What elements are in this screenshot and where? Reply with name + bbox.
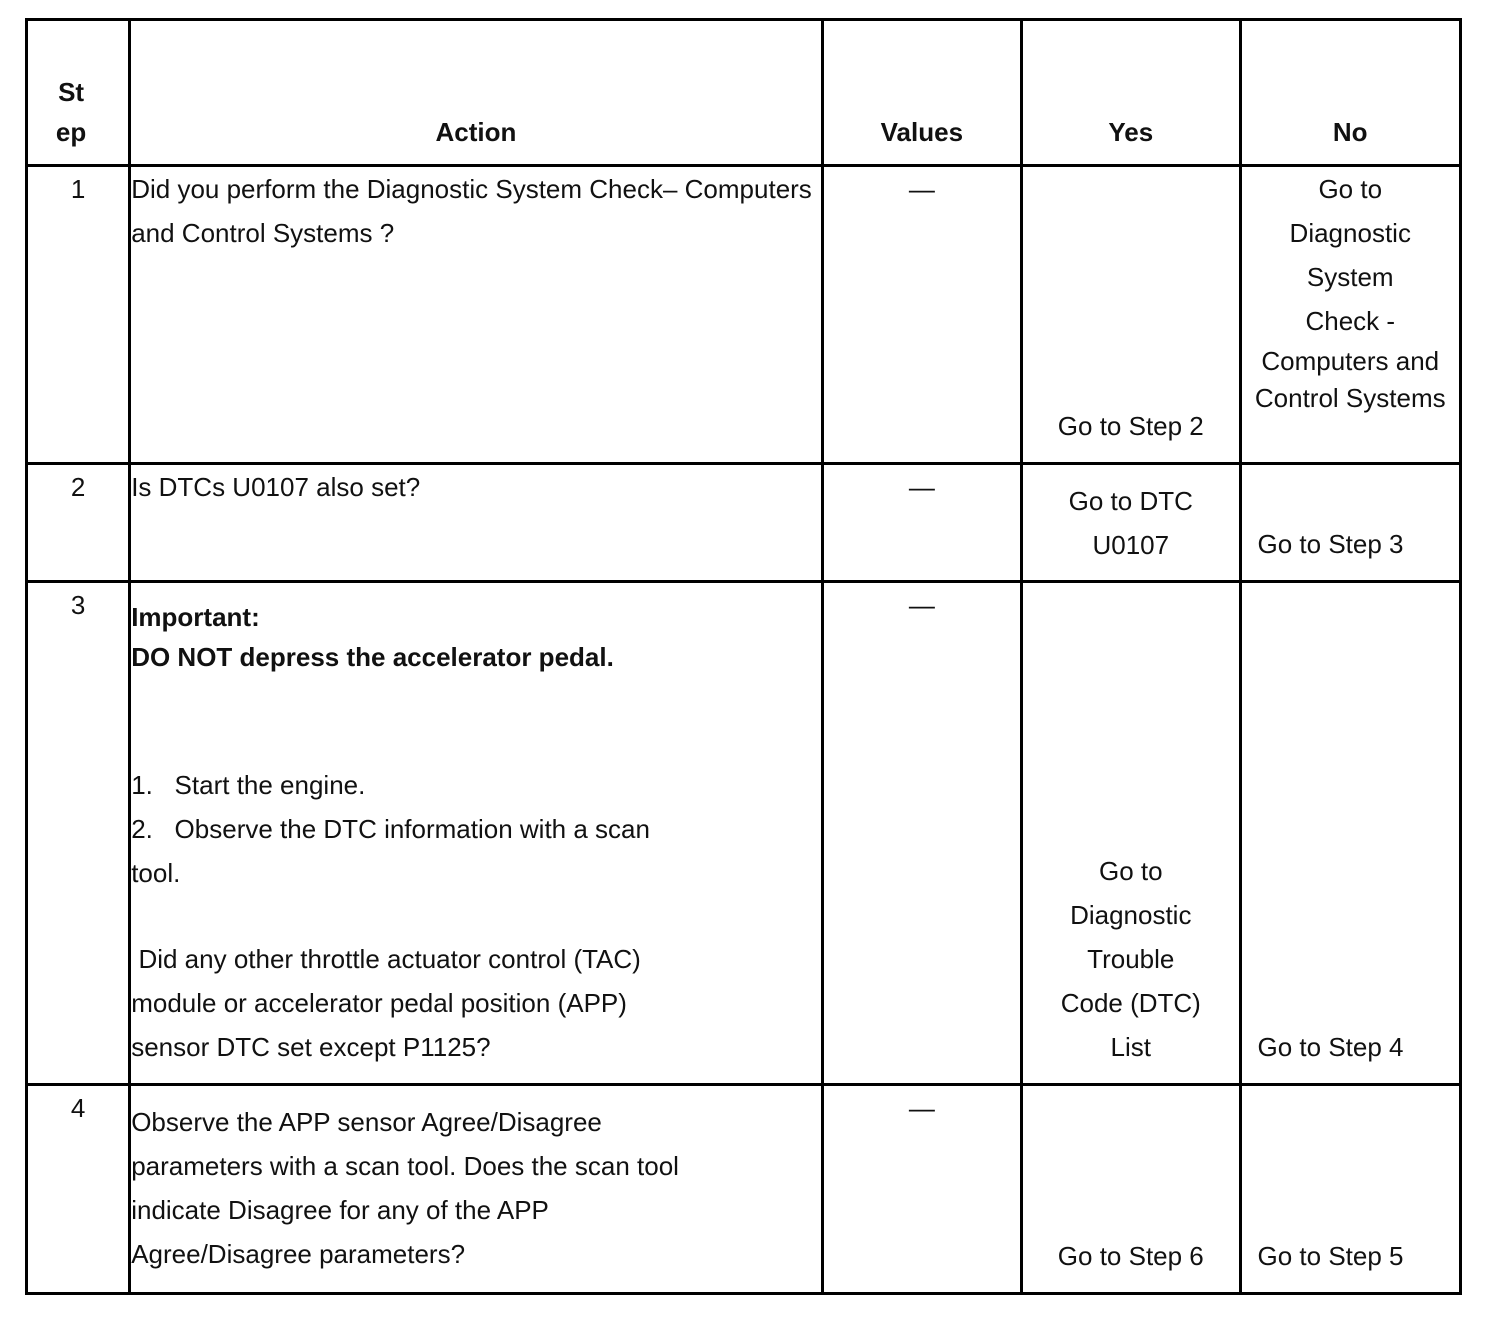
yes-line: Trouble <box>1087 944 1175 974</box>
step-number: 1 <box>27 166 130 464</box>
table-header-row <box>27 20 1461 166</box>
step-number: 4 <box>27 1085 130 1294</box>
yes-cell <box>1022 582 1240 1085</box>
diagnostic-table <box>25 18 1462 1295</box>
table-row <box>27 1085 1461 1294</box>
action-text <box>130 582 822 1085</box>
yes-cell <box>1022 1085 1240 1294</box>
yes-go-to-step-link: Go to Step 6 <box>1057 1241 1204 1271</box>
values-cell <box>822 582 1021 1085</box>
header-yes: Yes <box>1022 20 1240 166</box>
header-values: Values <box>822 20 1021 166</box>
no-line: Control Systems <box>1254 383 1446 413</box>
no-cell <box>1240 582 1461 1085</box>
values-dash: — <box>908 590 935 620</box>
instruction-list <box>131 763 820 895</box>
important-label: Important: <box>131 602 260 632</box>
no-line: Diagnostic <box>1289 218 1411 248</box>
list-item: 2. Observe the DTC information with a scan tool. <box>131 814 658 888</box>
yes-line: Code (DTC) <box>1060 988 1201 1018</box>
no-cell <box>1240 1085 1461 1294</box>
question-text: Did any other throttle actuator control (TAC) module or accelerator pedal position (APP) sensor DTC set except P1125? <box>131 944 649 1062</box>
no-go-to-step-link: Go to Step 3 <box>1257 529 1404 559</box>
no-line: System <box>1306 262 1394 292</box>
values-cell <box>822 464 1021 582</box>
no-line: Go to <box>1318 174 1383 204</box>
values-dash: — <box>908 472 935 502</box>
yes-cell <box>1022 166 1240 464</box>
no-go-to-step-link: Go to Step 4 <box>1257 1032 1404 1062</box>
yes-line: U0107 <box>1092 530 1170 560</box>
action-text: Is DTCs U0107 also set? <box>130 464 822 582</box>
no-line: Computers and <box>1261 346 1440 376</box>
header-step: St ep <box>27 20 130 166</box>
header-no: No <box>1240 20 1461 166</box>
action-text <box>130 1085 822 1294</box>
step-number: 2 <box>27 464 130 582</box>
step-number: 3 <box>27 582 130 1085</box>
values-dash: — <box>908 174 935 204</box>
list-item: 1. Start the engine. <box>131 770 366 800</box>
yes-line: List <box>1110 1032 1151 1062</box>
values-cell <box>822 1085 1021 1294</box>
yes-cell <box>1022 464 1240 582</box>
no-cell <box>1240 166 1461 464</box>
values-dash: — <box>908 1093 935 1123</box>
table-row <box>27 166 1461 464</box>
no-cell <box>1240 464 1461 582</box>
yes-go-to-step-link: Go to Step 2 <box>1057 411 1204 441</box>
no-line: Check - <box>1305 306 1396 336</box>
table-row <box>27 582 1461 1085</box>
values-cell <box>822 166 1021 464</box>
yes-line: Diagnostic <box>1070 900 1192 930</box>
action-text: Did you perform the Diagnostic System Check– Computers and Control Systems ? <box>130 166 822 464</box>
important-text: DO NOT depress the accelerator pedal. <box>131 642 614 672</box>
no-go-to-step-link: Go to Step 5 <box>1257 1241 1404 1271</box>
yes-line: Go to <box>1098 856 1163 886</box>
action-paragraph: Observe the APP sensor Agree/Disagree parameters with a scan tool. Does the scan tool indicate Disagree for any of the APP Agree/Disagree parameters? <box>131 1107 679 1269</box>
header-action: Action <box>130 20 822 166</box>
table-row <box>27 464 1461 582</box>
yes-line: Go to DTC <box>1068 486 1193 516</box>
